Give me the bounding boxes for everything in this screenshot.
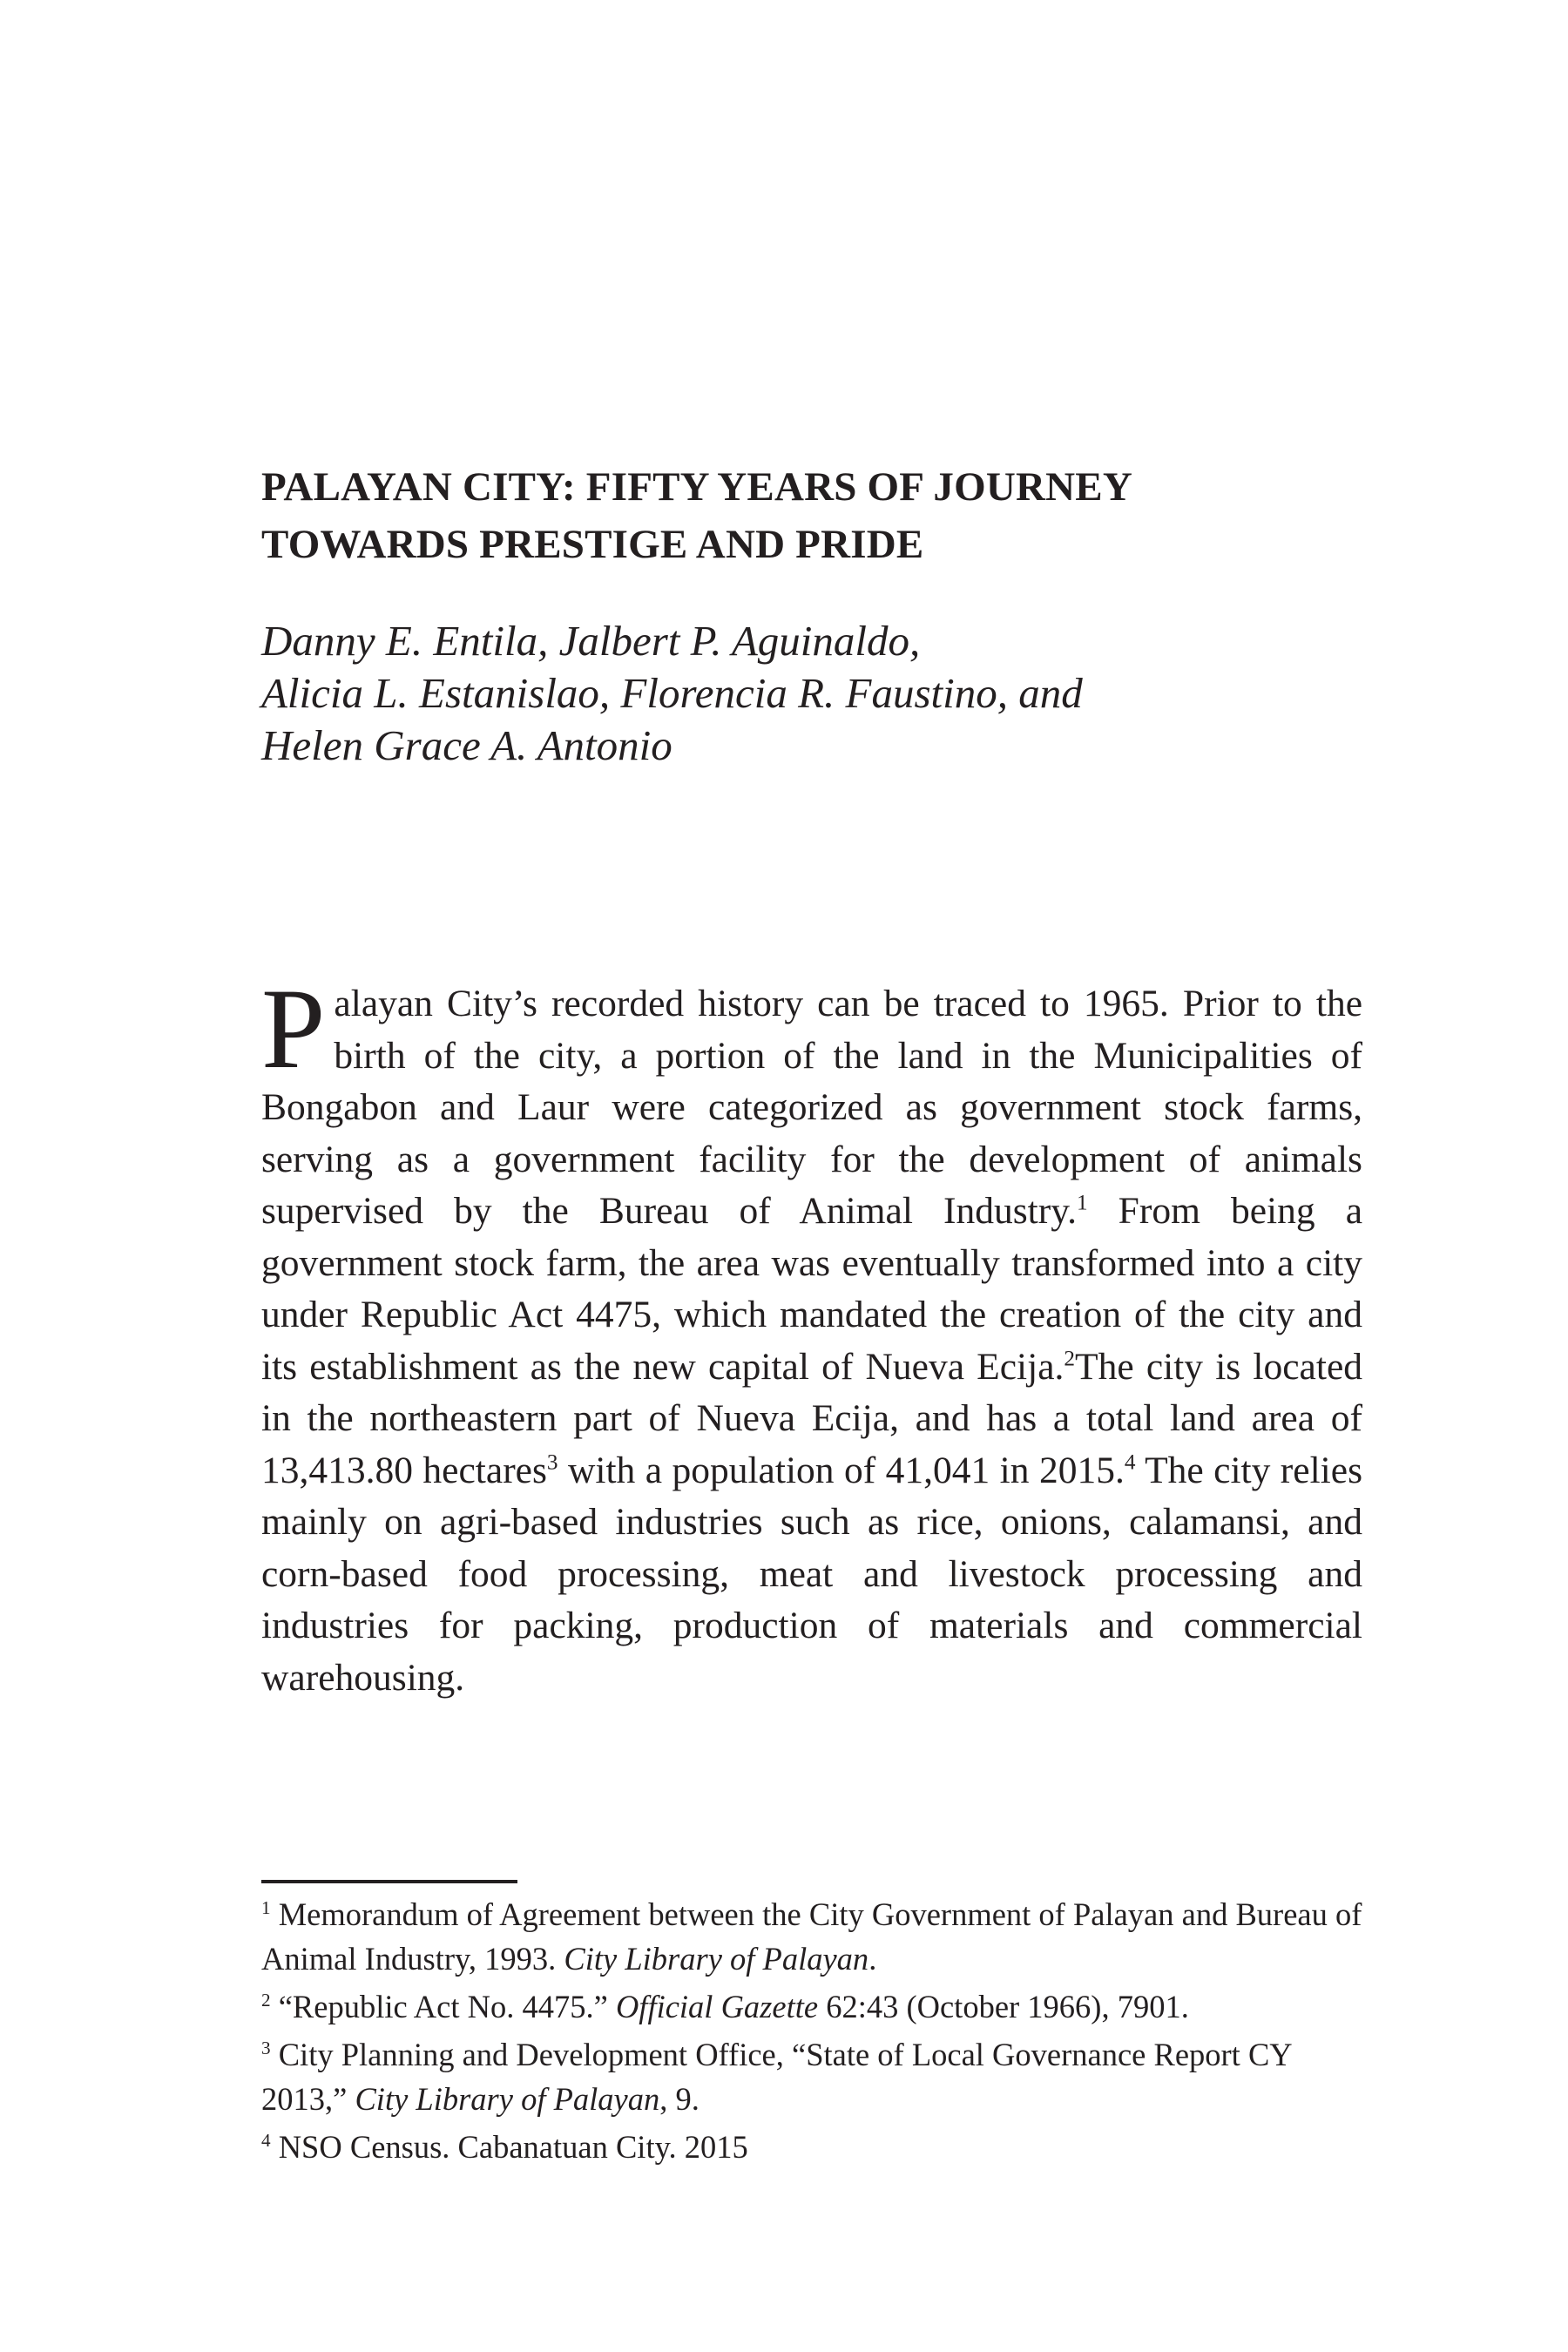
footnote-number: 1 [261,1896,271,1918]
footnote-text-end: . [868,1941,877,1977]
footnote-number: 3 [261,2037,271,2058]
footnote-ref-4: 4 [1124,1450,1136,1474]
author-line-3: Helen Grace A. Antonio [261,721,672,769]
footnote-number: 4 [261,2129,271,2151]
footnote-1 [261,1892,1364,1981]
chapter-title-line-2: TOWARDS PRESTIGE AND PRIDE [261,522,924,567]
footnote-italic-text: Official Gazette [615,1989,819,2024]
footnote-number: 2 [261,1989,271,2011]
body-segment-1: alayan City’s recorded history can be traced to 1965. Prior to the birth of the city, a portion of the land in the Municipalities of Bongabon and Laur were categorized as government stock farms, serving as a government facility for the development of animals supervised by the Bureau of Animal Industry. [261,983,1362,1232]
footnote-text: Memorandum of Agreement between the City Government of Palayan and Bureau of Animal Industry, 1993. [261,1896,1362,1977]
footnote-text: “Republic Act No. 4475.” [270,1989,616,2024]
body-segment-3: The city is located in the northeastern part of Nueva Ecija, and has a total land area of 13,413.80 hectares [261,1345,1362,1491]
body-segment-4: with a population of 41,041 in 2015. [558,1449,1125,1491]
chapter-title-line-1: PALAYAN CITY: FIFTY YEARS OF JOURNEY [261,464,1132,510]
author-line-1: Danny E. Entila, Jalbert P. Aguinaldo, [261,617,921,665]
chapter-title [261,458,1376,573]
footnote-ref-3: 3 [546,1450,558,1474]
body-segment-2: From being a government stock farm, the area was eventually transformed into a city under Republic Act 4475, which mandated the creation of the city and its establishment as the new capital of Nueva Ecija. [261,1190,1362,1388]
author-list [261,615,1394,772]
footnote-ref-2: 2 [1064,1346,1076,1370]
drop-cap: P [261,964,326,1092]
footnotes [261,1892,1364,2173]
body-segment-5: The city relies mainly on agri-based industries such as rice, onions, calamansi, and corn-based food processing, meat and livestock processing and industries for packing, production of materials and commercial warehousing. [261,1449,1363,1699]
footnote-italic-text: City Library of Palayan [564,1941,869,1977]
footnote-text: NSO Census. Cabanatuan City. 2015 [270,2129,748,2165]
body-paragraph [261,964,1363,1704]
footnote-italic-text: City Library of Palayan [355,2081,660,2117]
footnote-divider [261,1880,517,1883]
footnote-2 [261,1984,1364,2029]
footnote-3 [261,2032,1364,2121]
footnote-4 [261,2125,1364,2169]
footnote-text-end: , 9. [659,2081,700,2117]
footnote-text: City Planning and Development Office, “State of Local Governance Report CY 2013,” [261,2037,1292,2117]
author-line-2: Alicia L. Estanislao, Florencia R. Faustino, and [261,669,1083,717]
footnote-text-end: 62:43 (October 1966), 7901. [818,1989,1189,2024]
footnote-ref-1: 1 [1077,1191,1088,1215]
